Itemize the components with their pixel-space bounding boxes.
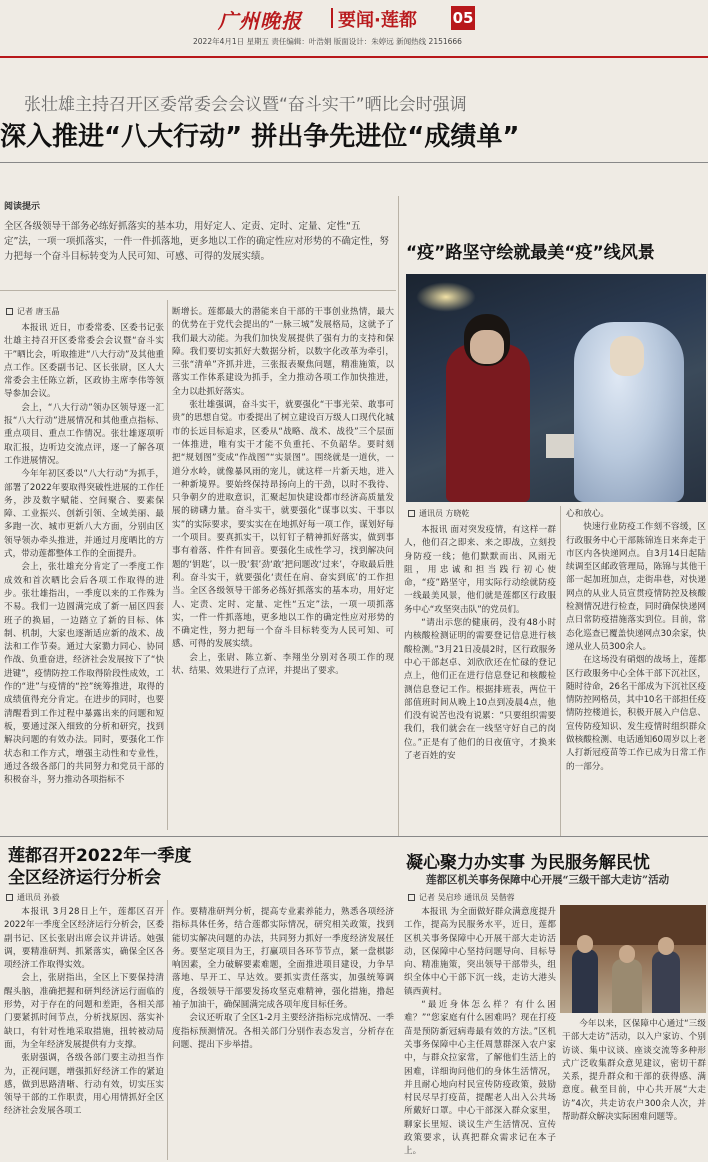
photo-resident-face	[470, 330, 504, 364]
headline-rule	[0, 162, 708, 163]
lead-column-2	[172, 306, 394, 830]
byline-square-icon	[6, 894, 13, 901]
story4-byline-text: 通讯员 孙毅	[17, 893, 60, 902]
column-divider-lead	[167, 300, 168, 830]
paragraph: “请出示您的健康码，没有48小时内核酸检测证明的需要登记信息进行核酸检测。”3月21日凌晨2时，区行政服务中心干部赵卓、刘欣欣还在忙碌的登记点上，他们正在进行信息登记和核酸检测信息登记工作。根据排班表，两位干部值班时间从晚上10点到凌晨4点，他们没有说苦也没有说累：“只要组织需要我们，我们就会在一线坚守好自己的岗位。”正是有了他们的日夜值守，才换来了老百姓的安	[404, 618, 556, 762]
lead-headline: 深入推进“八大行动” 拼出争先进位“成绩单”	[0, 122, 520, 152]
paragraph: 心和放心。	[566, 509, 609, 519]
section-rule	[0, 836, 708, 837]
paragraph: 会上，“八大行动”领办区领导逐一汇报“八大行动”进展情况和其他重点指标、重点项目、重点工作情况。张壮雄逐项听取汇报，边听边交流点评，逐一了解各项工作进展情况。	[4, 402, 164, 466]
photo-person	[572, 949, 598, 1013]
story3-column-2	[562, 1018, 706, 1160]
masthead-info: 2022年4月1日 星期五 责任编辑：叶浩娟 版面设计：朱婷远 新闻热线 2151666	[193, 37, 462, 46]
photo-person-head	[619, 945, 635, 963]
paragraph: “最近身体怎么样？有什么困难？”“您家庭有什么困难吗？现在打疫苗是预防新冠病毒最有效的方法。”区机关事务保障中心主任周慧群深入农户家中，与群众拉家常，了解他们生活上的困难，详细询问他们的身体生活情况，并且耐心地向村民宣传防疫政策，鼓励村民尽早打疫苗，提醒老人出入公共场所戴好口罩。中心干部深入群众家里，聊家长里短、谈议生产生活情况、宣传政策要求，认真把群众需求记在本子上。	[404, 1000, 556, 1157]
epidemic-worker-photo	[406, 274, 706, 502]
intro-text: 全区各级领导干部务必练好抓落实的基本功，用好定人、定责、定时、定量、定性“五定”法，一项一项抓落实，一件一件抓落地，更多地以工作的确定性应对形势的不确定性，努力把每一个奋斗目标转变为人民可知、可感、可得的发展实绩。	[4, 221, 389, 262]
photo-person	[612, 959, 642, 1013]
lead-byline-text: 记者 唐玉晶	[17, 307, 60, 316]
paragraph: 本报讯 3月28日上午，莲都区召开2022年一季度全区经济运行分析会，区委副书记、区长张尉出席会议并讲话。她强调，要精准研判、抓紧落实，确保全区各项经济工作取得实效。	[4, 907, 164, 971]
paragraph: 张尉强调，各级各部门要主动担当作为，正视问题，增强抓好经济工作的紧迫感，做到思路清晰、行动有效，切实压实领导干部的工作职责，用心用情抓好全区经济社会发展各项工	[4, 1053, 164, 1117]
story3-deck: 莲都区机关事务保障中心开展“三级干部大走访”活动	[426, 874, 670, 886]
section-title: 要闻·莲都	[338, 10, 417, 31]
paragraph: 今年以来，区保障中心通过“三级干部大走访”活动，以入户家访、个别访谈、集中议谈、座谈交流等多种形式广泛收集群众意见建议，密切干群关系，提升群众和干部的获得感、满意度。截至目前，中心共开展“大走访”4次，共走访农户300余人次，并帮助群众解决实际困难问题等。	[562, 1019, 706, 1123]
paragraph: 作。要精准研判分析，提高专业素养能力，熟悉各项经济指标具体任务，结合莲都实际情况，研究相关政策，找到能切实解决问题的办法，共同努力抓好一季度经济发展任务。要坚定项目为王，打赢项目各环节节点，紧一盘棋影响因素，全力破解要素难题，全面推进项目建设，力争早落地、早开工、早达效。要抓实责任落实，加强统筹调度，各级领导干部要发扬攻坚克难精神，强化措施，撸起袖子加油干，确保圆满完成各项年度目标任务。	[172, 907, 394, 1011]
paragraph: 本报讯 为全面做好群众满意度提升工作，提高为民服务水平，近日，莲都区机关事务保障中心开展干部大走访活动，区保障中心坚持问题导向、目标导向、精准施策，突出领导干部带头，组织全体中心干部下沉一线，走访大港头镇西黄村。	[404, 907, 556, 997]
lead-column-1	[4, 322, 164, 830]
paragraph: 张壮雄强调，奋斗实干，就要强化“干事光荣、敢事可贵”的思想自觉。市委提出了树立建设百万级人口现代化城市的长远目标追求，区委从“战略、战术、战役”三个层面一体推进，唯有实干才能不负重托、不负韶华。要时刻把“规划图”变成“作战图”“实景图”。围绕就是一道伙，一道分水岭，就像暴风雨的宠儿，就这样一片新天地，进入一种新境界。要始终保持昂扬向上的干劲，以时不我待、只争朝夕的进取意识，汇聚起加快建设都市经济高质量发展的磅礴力量。奋斗实干，就要强化“谋事以实、干事以实”的实际要求，要实实在在地抓好每一项工作，谋划好每一个项目。要真抓实干，以钉钉子精神抓好落实，做到事事有着落、件件有回音。要强化生成性学习，找到解决问题的‘钥匙’，以一股‘狠’劲‘敢’把问题改‘过来’，夺取最后胜利。奋斗实干，就要强化‘责任在肩、奋实到底’的工作担当。全区各级领导干部务必练好抓落实的基本功，用好定人、定责、定时、定量、定性“五定”法，一项一项抓落实，一件一件抓落地，更多地以工作的确定性应对形势的不确定性，努力把每一个奋斗目标转变为人民可知、可感、可得的发展实绩。	[172, 400, 394, 650]
intro-rule	[0, 290, 396, 291]
paragraph: 今年年初区委以“八大行动”为抓手，部署了2022年要取得突破性进展的工作任务，涉及数字赋能、空间聚合、要素保障、工业振兴、创新引领、全域美丽、最多跑一次、城市更新八大方面，分别由区领导领办牵头推进，并通过月度晒比的方式，带动莲都整体工作的全面提升。	[4, 469, 164, 560]
story4-column-divider	[167, 900, 168, 1160]
visit-photo	[560, 905, 706, 1013]
photo-resident	[446, 344, 530, 502]
paragraph: 本报讯 面对突发疫情，有这样一群人，他们召之即来、来之即战，立刻投身防疫一线；他们默默而出、风雨无阻，用忠诚和担当践行初心使命，“疫”路坚守，用实际行动绘就防疫一线最美风景，他们就是莲都区行政服务中心“攻坚突击队”的党员们。	[404, 525, 556, 615]
newspaper-title: 广州晚报	[218, 9, 302, 33]
story4-column-1	[4, 906, 164, 1160]
story3-column-1	[404, 906, 556, 1160]
lead-byline	[6, 306, 60, 317]
story2-byline	[408, 508, 470, 519]
paragraph: 会上，张壮雄充分肯定了一季度工作成效和首次晒比会后各项工作取得的进步。张壮雄指出，一季度以来的工作殊为不易。我们一边圆满完成了新一届区四套班子的换届，一边踏立了新的目标、体制、机制，大家也逐渐适应新的战术、战法和工作节奏。通过大家勠力同心、协同作战、负重奋进，经济社会发展按下了“快进键”，疫情防控工作取得阶段性成效，工作的“进”与疫情的“控”统筹推进，取得的成绩值得充分肯定。在进步的同时，也要清醒看到工作过程中暴露出来的问题和短板，要通过深入细致的分析和研究，找到解决问题的有效办法。同时，要强化工作状态和工作方式，增强主动性和专业性，通过各级各部门的共同努力和党员干部的积极奋斗，努力推动各项指标不	[4, 562, 164, 786]
byline-square-icon	[6, 308, 13, 315]
story3-headline: 凝心聚力办实事 为民服务解民忧	[406, 853, 650, 873]
lead-kicker: 张壮雄主持召开区委常委会会议暨“奋斗实干”晒比会时强调	[24, 95, 467, 115]
column-divider-right	[398, 196, 399, 836]
photo-person-head	[577, 935, 593, 953]
masthead	[0, 0, 708, 34]
paragraph: 会上，张尉指出，全区上下要保持清醒头脑，准确把握和研判经济运行面临的形势，对于存在的问题和差距，各相关部门要紧抓时间节点，分析找原因、落实补缺口，有针对性地采取措施，扭转被动局面，为全年经济发展提供有力支撑。	[4, 973, 164, 1050]
photo-lamp	[416, 282, 476, 312]
paragraph: 断增长。莲都最大的潜能来自干部的干事创业热情，最大的优势在于党代会提出的“一脉三城”发展格局，这就予了我们最大动能。为我们加快发展提供了强有力的支持和保障。我们要切实抓好大数据分析，以数字化改革为牵引，三张“清单”齐抓并进，三张报表聚焦问题，精准施策，以落实工作体系建设为抓手，全力推动各项工作加快推进，全力以赴抓好落实。	[172, 307, 394, 397]
paragraph: 本报讯 近日，市委常委、区委书记张壮雄主持召开区委常委会会议暨“奋斗实干”晒比会，听取推进“八大行动”及其他重点工作。区委副书记、区长张尉，区人大常委会主任陈立新，区政协主席李伟等领导参加会议。	[4, 323, 164, 400]
story2-headline: “疫”路坚守绘就最美“疫”线风景	[406, 243, 655, 263]
story2-byline-text: 通讯员 方晓乾	[419, 509, 470, 518]
masthead-divider	[331, 8, 333, 28]
story2-column-2	[566, 508, 706, 830]
story3-byline	[408, 892, 515, 903]
byline-square-icon	[408, 894, 415, 901]
intro-label: 阅读提示	[4, 202, 41, 212]
paragraph: 快速行业防疫工作刻不容缓，区行政服务中心干部陈锦连日来奔走于市区内各快递网点。自3月14日起陆续调至区邮政管理局，陈锦与其他干部一起加班加点，走街串巷，对快递网点的从业人员宣贯疫情防控及核酸检测情况进行检查，同时确保快递网点日常防疫措施落实到位。目前，常态化巡查已覆盖快递网点30余家，快递从业人员300余人。	[566, 522, 706, 652]
story4-byline	[6, 892, 60, 903]
story4-column-2	[172, 906, 394, 1160]
story2-column-divider	[560, 506, 561, 836]
photo-ppe-face	[610, 336, 644, 376]
photo-person-head	[658, 937, 674, 955]
paragraph: 会上，张尉、陈立新、李翔坐分别对各项工作的现状、结果、效果进行了点评，并提出了要求。	[172, 652, 394, 677]
story4-headline: 莲都召开2022年一季度全区经济运行分析会	[8, 846, 192, 888]
story3-byline-text: 记者 吴启珍 通讯员 吴偕蓉	[419, 893, 515, 902]
photo-person	[652, 951, 680, 1013]
paragraph: 会议还听取了全区1-2月主要经济指标完成情况、一季度指标预测情况。各相关部门分别作表态发言，分析存在问题、提出下步举措。	[172, 1013, 394, 1050]
page-number: 05	[451, 6, 475, 30]
byline-square-icon	[408, 510, 415, 517]
paragraph: 在这场没有硝烟的战场上，莲都区行政服务中心全体干部下沉社区，随时待命，26名干部成为下沉社区疫情防控网格员，其中10名干部担任疫情防控楼道长，积极开展入户信息、宣传防疫知识、发生疫情时组织群众做核酸检测、电话通知60周岁以上老人打新冠疫苗等工作已成为日常工作的一部分。	[566, 655, 706, 772]
story2-column-1	[404, 524, 556, 830]
masthead-rule	[0, 56, 708, 58]
